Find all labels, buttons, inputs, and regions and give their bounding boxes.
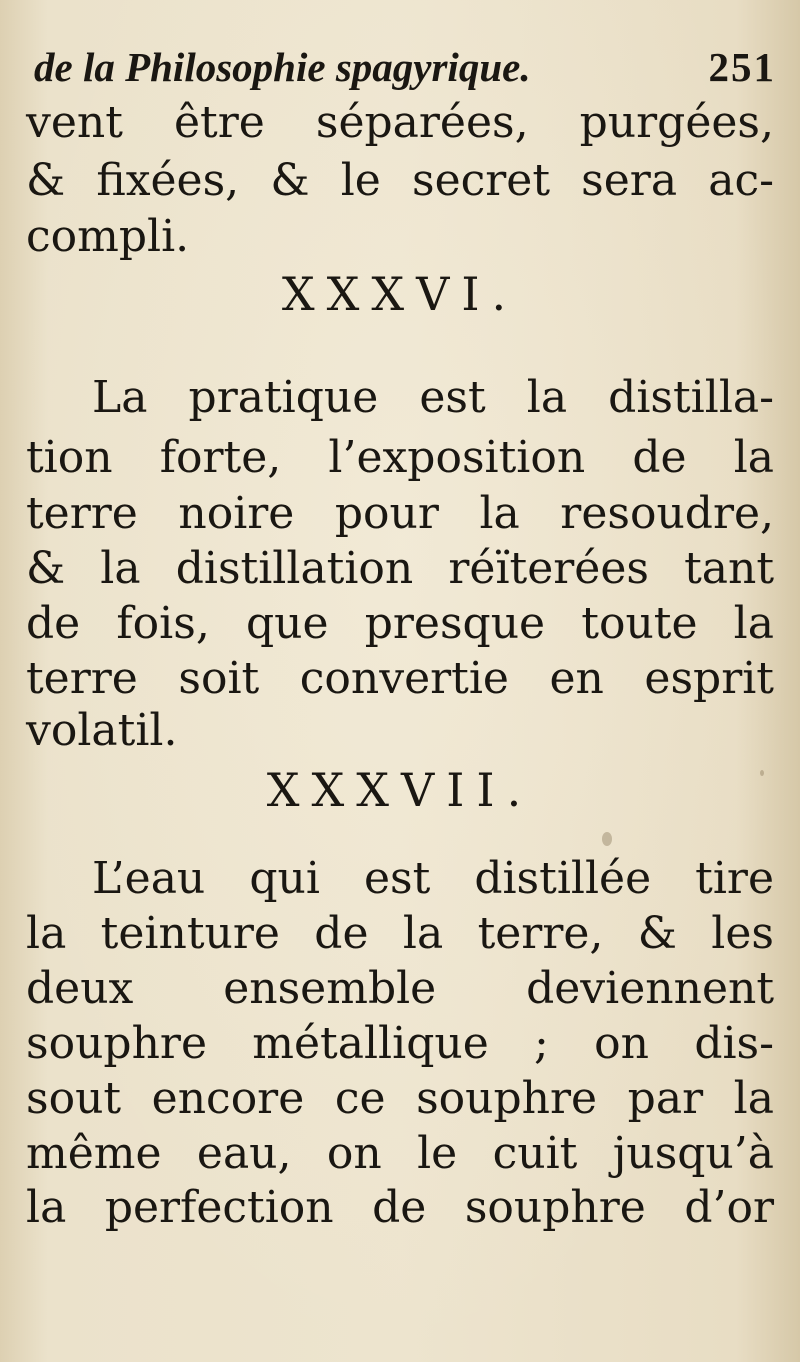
text-line: la perfection de souphre d’or bbox=[26, 1182, 774, 1233]
text-line: tion forte, l’exposition de la bbox=[26, 432, 774, 483]
text-line: La pratique est la distilla- bbox=[92, 372, 774, 423]
section-heading-36: XXXVI. bbox=[281, 267, 519, 321]
text-line: L’eau qui est distillée tire bbox=[92, 853, 774, 904]
section-heading-37: XXXVII. bbox=[266, 763, 534, 817]
text-line: même eau, on le cuit jusqu’à bbox=[26, 1128, 774, 1179]
text-line: de fois, que presque toute la bbox=[26, 598, 774, 649]
text-line: terre soit convertie en esprit bbox=[26, 653, 774, 704]
text-line: la teinture de la terre, & les bbox=[26, 908, 774, 959]
text-line: volatil. bbox=[26, 705, 178, 756]
text-line: compli. bbox=[26, 211, 190, 262]
text-line: & la distillation réïterées tant bbox=[26, 543, 774, 594]
running-head-title: de la Philosophie spagyrique. bbox=[34, 44, 531, 90]
paper-speck bbox=[602, 832, 612, 846]
text-line: & fixées, & le secret sera ac- bbox=[26, 155, 774, 206]
paper-speck bbox=[760, 770, 764, 776]
running-head bbox=[34, 42, 776, 92]
text-line: deux ensemble deviennent bbox=[26, 963, 774, 1014]
text-line: souphre métallique ; on dis- bbox=[26, 1018, 774, 1069]
text-line: terre noire pour la resoudre, bbox=[26, 488, 774, 539]
text-line: sout encore ce souphre par la bbox=[26, 1073, 774, 1124]
page-number: 251 bbox=[708, 44, 776, 90]
text-line: vent être séparées, purgées, bbox=[26, 97, 774, 148]
